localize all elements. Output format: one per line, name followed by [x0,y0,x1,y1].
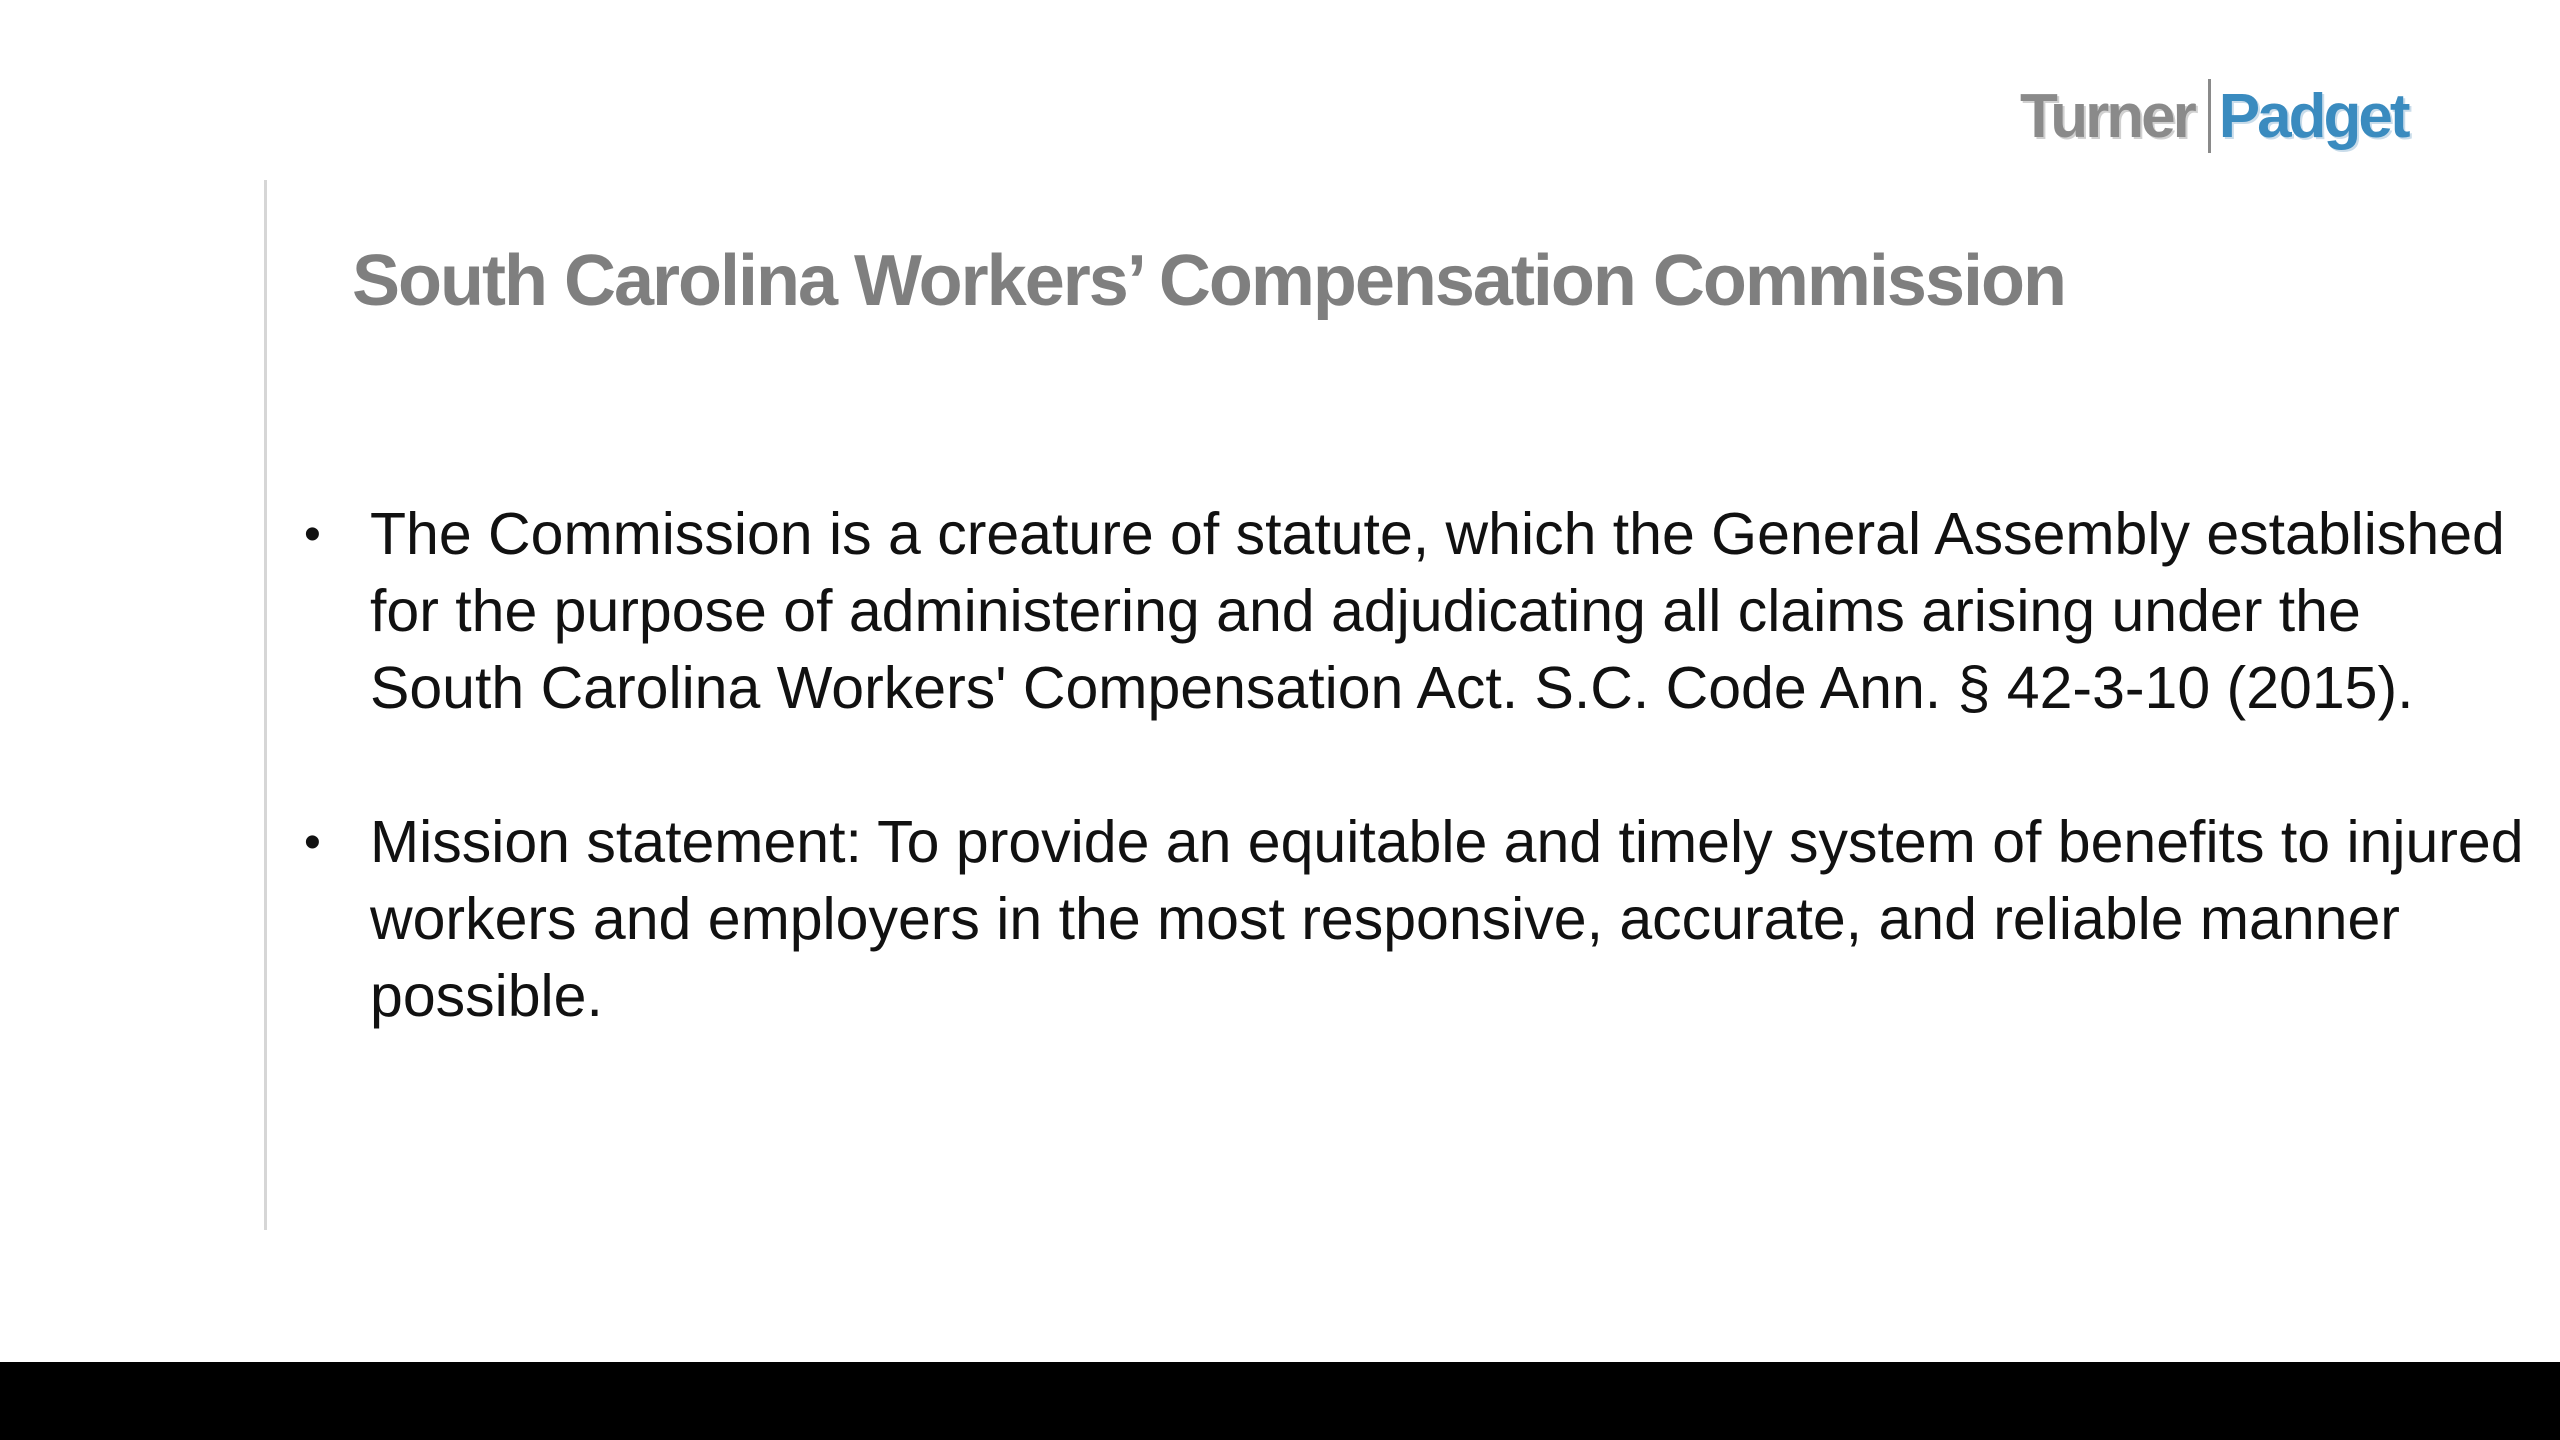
bullet-text: The Commission is a creature of statute, which the General Assembly established for the purpose of administering and adjudicating all claims arising under the South Carolina Workers' Compensation Act. S.C. Code Ann. § 42-3-10 (2015). [370,501,2505,721]
bullet-dot-icon: • [304,508,321,561]
bullet-item-mission [300,804,2530,1035]
bullet-list [300,496,2530,1112]
turner-padget-logo [2020,78,2407,154]
logo-padget-text: Padget [2218,81,2408,151]
slide-title: South Carolina Workers’ Compensation Commission [352,241,2065,321]
logo-divider [2208,79,2211,153]
vertical-divider-line [264,180,267,1230]
letterbox-bar [0,1362,2560,1440]
logo-turner-text: Turner [2020,81,2194,151]
bullet-dot-icon: • [304,816,321,869]
bullet-item-commission [300,496,2530,727]
bullet-text: Mission statement: To provide an equitable and timely system of benefits to injured workers and employers in the most responsive, accurate, and reliable manner possible. [370,809,2524,1029]
